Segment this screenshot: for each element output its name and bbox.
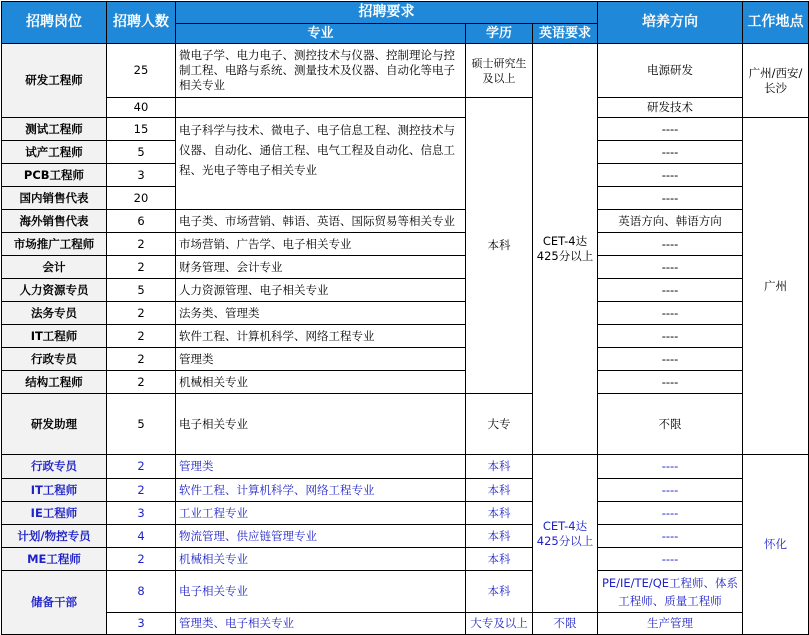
table-row	[2, 98, 809, 118]
count-cell: 15	[107, 118, 176, 141]
table-row	[2, 455, 809, 479]
position-cell: 试产工程师	[2, 141, 107, 164]
education-cell: 本科	[466, 525, 533, 548]
training-cell: 生产管理	[598, 613, 743, 635]
count-cell: 40	[107, 98, 176, 118]
position-cell: IT工程师	[2, 479, 107, 502]
education-cell: 本科	[466, 98, 533, 394]
position-cell: 研发助理	[2, 394, 107, 455]
table-row	[2, 571, 809, 613]
education-cell: 本科	[466, 479, 533, 502]
header-major: 专业	[176, 24, 466, 44]
count-cell: 3	[107, 164, 176, 187]
training-cell: ----	[598, 141, 743, 164]
training-cell: ----	[598, 118, 743, 141]
training-cell: ----	[598, 455, 743, 479]
table-row	[2, 525, 809, 548]
table-row	[2, 210, 809, 233]
table-row	[2, 302, 809, 325]
table-row	[2, 548, 809, 571]
position-cell: 计划/物控专员	[2, 525, 107, 548]
table-row	[2, 279, 809, 302]
position-cell: 行政专员	[2, 455, 107, 479]
training-cell: ----	[598, 279, 743, 302]
position-cell: 研发工程师	[2, 44, 107, 118]
table-row	[2, 256, 809, 279]
header-english: 英语要求	[533, 24, 598, 44]
major-cell: 管理类	[176, 455, 466, 479]
training-cell: ----	[598, 302, 743, 325]
major-cell: 财务管理、会计专业	[176, 256, 466, 279]
header-education: 学历	[466, 24, 533, 44]
position-cell: 行政专员	[2, 348, 107, 371]
position-cell: 储备干部	[2, 571, 107, 635]
major-cell: 法务类、管理类	[176, 302, 466, 325]
header-position: 招聘岗位	[2, 2, 107, 44]
count-cell: 2	[107, 256, 176, 279]
count-cell: 5	[107, 279, 176, 302]
position-cell: IT工程师	[2, 325, 107, 348]
major-cell: 机械相关专业	[176, 548, 466, 571]
major-cell: 市场营销、广告学、电子相关专业	[176, 233, 466, 256]
major-cell: 管理类、电子相关专业	[176, 613, 466, 635]
count-cell: 2	[107, 455, 176, 479]
education-cell: 本科	[466, 548, 533, 571]
major-cell: 工业工程专业	[176, 502, 466, 525]
position-cell: 测试工程师	[2, 118, 107, 141]
position-cell: ME工程师	[2, 548, 107, 571]
position-cell: 市场推广工程师	[2, 233, 107, 256]
training-cell: ----	[598, 502, 743, 525]
count-cell: 3	[107, 613, 176, 635]
education-cell: 硕士研究生及以上	[466, 44, 533, 98]
header-training: 培养方向	[598, 2, 743, 44]
table-row	[2, 371, 809, 394]
count-cell: 2	[107, 348, 176, 371]
table-row	[2, 325, 809, 348]
training-cell: ----	[598, 548, 743, 571]
header-row-1	[2, 2, 809, 24]
training-cell: ----	[598, 348, 743, 371]
position-cell: 会计	[2, 256, 107, 279]
education-cell: 本科	[466, 455, 533, 479]
count-cell: 2	[107, 233, 176, 256]
english-cell: 不限	[598, 394, 743, 455]
location-cell: 广州/西安/长沙	[743, 44, 809, 118]
position-cell: PCB工程师	[2, 164, 107, 187]
english-cell: 不限	[533, 613, 598, 635]
education-cell: 大专	[466, 394, 533, 455]
location-cell: 怀化	[743, 455, 809, 635]
position-cell: 法务专员	[2, 302, 107, 325]
recruitment-table	[1, 1, 809, 635]
count-cell: 6	[107, 210, 176, 233]
count-cell: 8	[107, 571, 176, 613]
major-cell: 人力资源管理、电子相关专业	[176, 279, 466, 302]
major-cell: 微电子学、电力电子、测控技术与仪器、控制理论与控制工程、电路与系统、测量技术及仪器、自动化等电子相关专业	[176, 44, 466, 98]
table-row	[2, 348, 809, 371]
major-cell: 电子相关专业	[176, 571, 466, 613]
english-cell: CET-4达425分以上	[533, 455, 598, 613]
table-row	[2, 118, 809, 141]
major-cell: 物流管理、供应链管理专业	[176, 525, 466, 548]
major-cell: 软件工程、计算机科学、网络工程专业	[176, 479, 466, 502]
major-cell: 管理类	[176, 348, 466, 371]
training-cell: ----	[598, 256, 743, 279]
training-cell: ----	[598, 325, 743, 348]
count-cell: 5	[107, 141, 176, 164]
major-cell	[176, 98, 466, 118]
training-cell: 研发技术	[598, 98, 743, 118]
count-cell: 2	[107, 371, 176, 394]
training-cell: ----	[598, 479, 743, 502]
location-cell: 广州	[743, 118, 809, 455]
table-row	[2, 479, 809, 502]
position-cell: 人力资源专员	[2, 279, 107, 302]
position-cell: 国内销售代表	[2, 187, 107, 210]
table-row	[2, 44, 809, 98]
training-cell: ----	[598, 233, 743, 256]
header-location: 工作地点	[743, 2, 809, 44]
training-cell: 英语方向、韩语方向	[598, 210, 743, 233]
header-count: 招聘人数	[107, 2, 176, 44]
position-cell: 海外销售代表	[2, 210, 107, 233]
count-cell: 4	[107, 525, 176, 548]
position-cell: IE工程师	[2, 502, 107, 525]
count-cell: 2	[107, 302, 176, 325]
count-cell: 25	[107, 44, 176, 98]
table-row	[2, 502, 809, 525]
training-cell: ----	[598, 371, 743, 394]
count-cell: 5	[107, 394, 176, 455]
major-cell: 机械相关专业	[176, 371, 466, 394]
position-cell: 结构工程师	[2, 371, 107, 394]
training-cell: ----	[598, 187, 743, 210]
count-cell: 2	[107, 479, 176, 502]
english-cell: CET-4达425分以上	[533, 44, 598, 455]
header-requirements: 招聘要求	[176, 2, 598, 24]
major-cell: 电子类、市场营销、韩语、英语、国际贸易等相关专业	[176, 210, 466, 233]
major-cell: 软件工程、计算机科学、网络工程专业	[176, 325, 466, 348]
table-row	[2, 394, 809, 455]
count-cell: 20	[107, 187, 176, 210]
count-cell: 2	[107, 325, 176, 348]
count-cell: 2	[107, 548, 176, 571]
major-cell: 电子相关专业	[176, 394, 466, 455]
education-cell: 本科	[466, 502, 533, 525]
education-cell: 本科	[466, 571, 533, 613]
training-cell: ----	[598, 525, 743, 548]
training-cell: PE/IE/TE/QE工程师、体系工程师、质量工程师	[598, 571, 743, 613]
table-row	[2, 233, 809, 256]
count-cell: 3	[107, 502, 176, 525]
major-cell: 电子科学与技术、微电子、电子信息工程、测控技术与仪器、自动化、通信工程、电气工程及自动化、信息工程、光电子等电子相关专业	[176, 118, 466, 210]
training-cell: ----	[598, 164, 743, 187]
training-cell: 电源研发	[598, 44, 743, 98]
education-cell: 大专及以上	[466, 613, 533, 635]
